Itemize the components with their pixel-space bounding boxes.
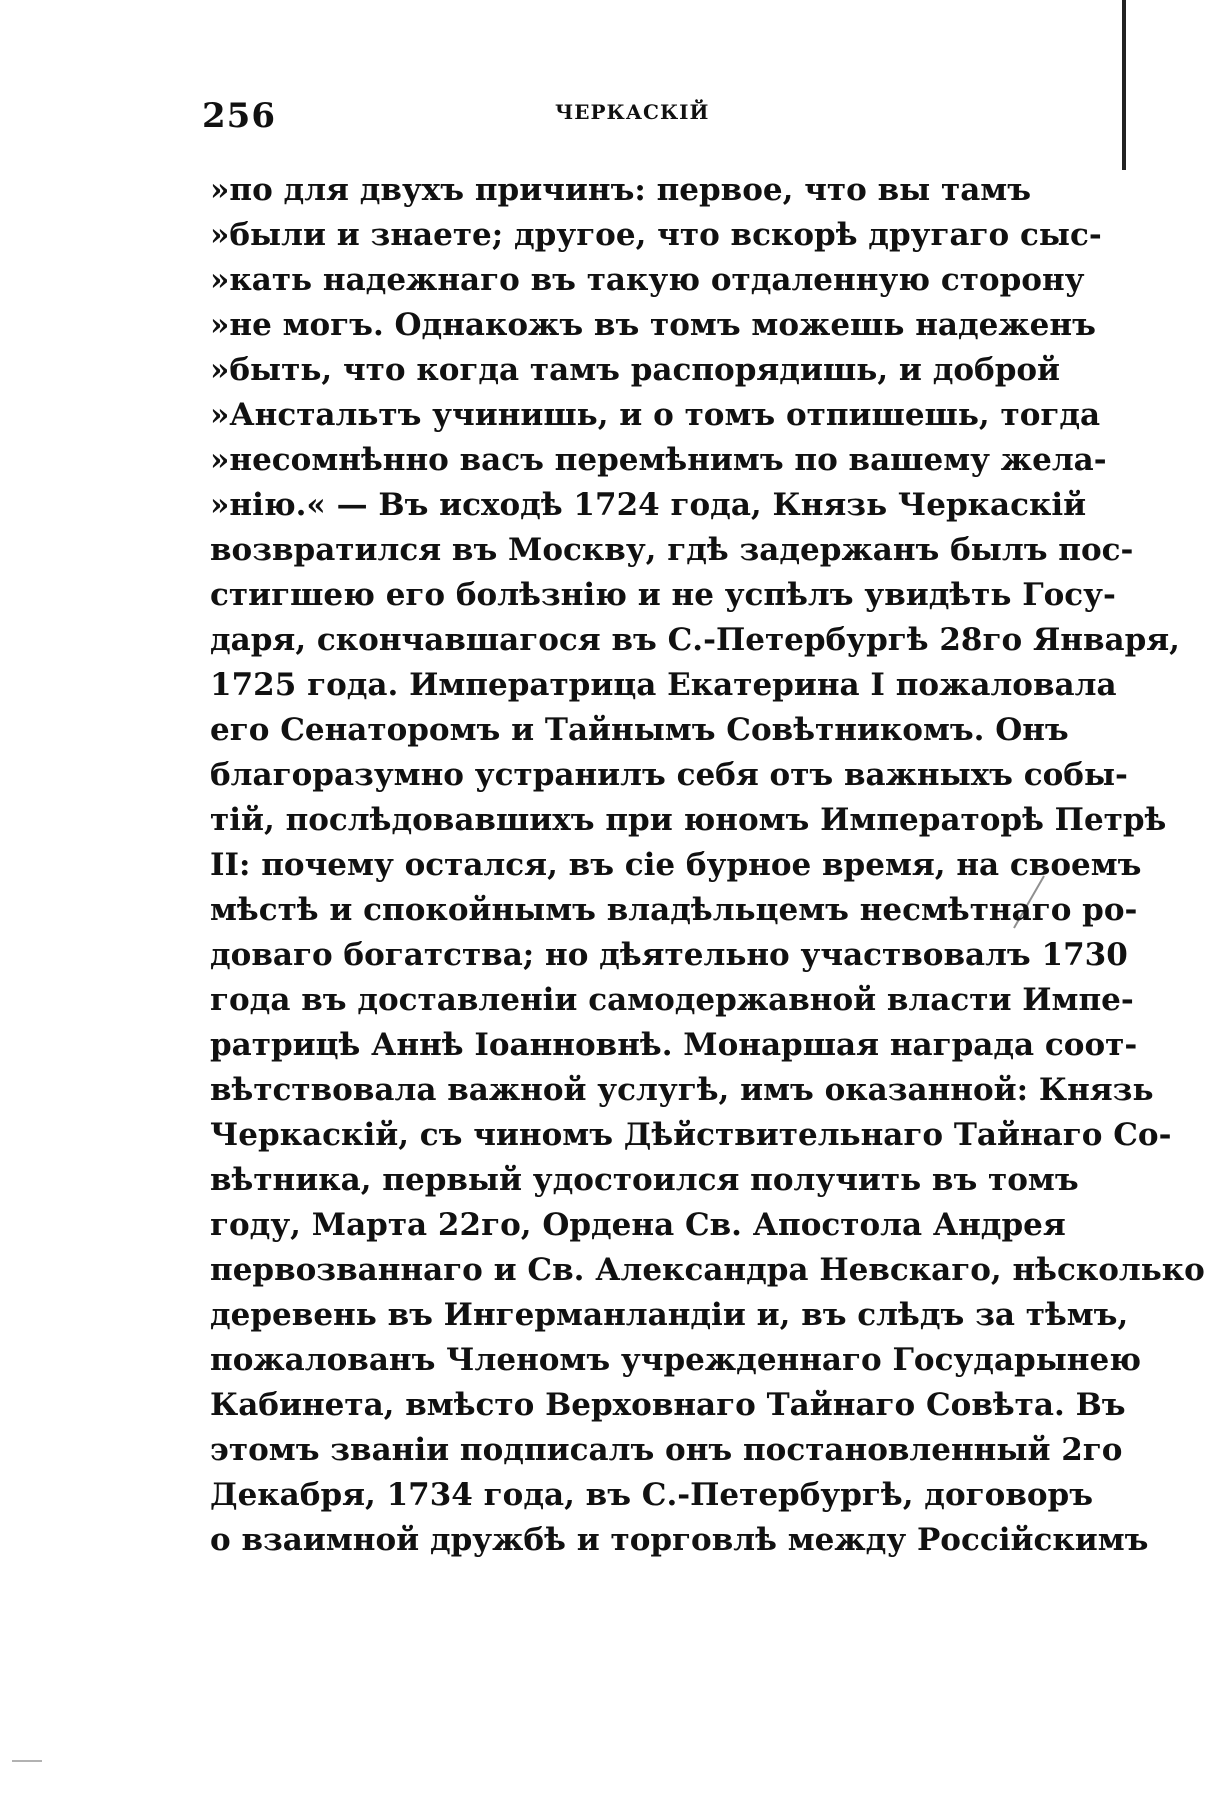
text-line: благоразумно устранилъ себя отъ важныхъ собы-	[210, 757, 1128, 793]
text-line: возвратился въ Москву, гдѣ задержанъ былъ пос-	[210, 532, 1134, 568]
text-line: этомъ званіи подписалъ онъ постановленный 2го	[210, 1432, 1123, 1468]
body-text	[210, 168, 1205, 1563]
text-line: Кабинета, вмѣсто Верховнаго Тайнаго Совѣта. Въ	[210, 1387, 1126, 1423]
text-line: года въ доставленіи самодержавной власти Импе-	[210, 982, 1134, 1018]
text-line: »Анстальтъ учинишь, и о томъ отпишешь, тогда	[210, 397, 1101, 433]
text-line: Черкаскій, съ чиномъ Дѣйствительнаго Тайнаго Со-	[210, 1117, 1172, 1153]
page-number: 256	[202, 96, 276, 136]
text-line: тій, послѣдовавшихъ при юномъ Императорѣ Петрѣ	[210, 802, 1167, 838]
text-line: 1725 года. Императрица Екатерина I пожаловала	[210, 667, 1117, 703]
text-line: »несомнѣнно васъ перемѣнимъ по вашему жела-	[210, 442, 1107, 478]
text-line: даря, скончавшагося въ С.-Петербургѣ 28го Января,	[210, 622, 1180, 658]
binding-edge-rule	[1122, 0, 1126, 170]
text-line: ратрицѣ Аннѣ Іоанновнѣ. Монаршая награда соот-	[210, 1027, 1138, 1063]
text-line: первозваннаго и Св. Александра Невскаго, нѣсколько	[210, 1252, 1205, 1288]
text-line: доваго богатства; но дѣятельно участвовалъ 1730	[210, 937, 1128, 973]
text-line: пожалованъ Членомъ учрежденнаго Государынею	[210, 1342, 1141, 1378]
text-line: его Сенаторомъ и Тайнымъ Совѣтникомъ. Онъ	[210, 712, 1069, 748]
text-line: вѣтника, первый удостоился получить въ томъ	[210, 1162, 1079, 1198]
text-line: »не могъ. Однакожъ въ томъ можешь надеженъ	[210, 307, 1096, 343]
text-line: »по для двухъ причинъ: первое, что вы тамъ	[210, 172, 1031, 208]
text-line: мѣстѣ и спокойнымъ владѣльцемъ несмѣтнаго ро-	[210, 892, 1138, 928]
text-line: Декабря, 1734 года, въ С.-Петербургѣ, договоръ	[210, 1477, 1093, 1513]
scan-artifact-mark	[12, 1760, 42, 1762]
text-line: »быть, что когда тамъ распорядишь, и доброй	[210, 352, 1061, 388]
text-line: о взаимной дружбѣ и торговлѣ между Россійскимъ	[210, 1522, 1149, 1558]
text-line: »нію.« — Въ исходѣ 1724 года, Князь Черкаскій	[210, 487, 1087, 523]
text-line: стигшею его болѣзнію и не успѣлъ увидѣть Госу-	[210, 577, 1116, 613]
text-line: II: почему остался, въ сіе бурное время, на своемъ	[210, 847, 1142, 883]
text-line: »кать надежнаго въ такую отдаленную сторону	[210, 262, 1085, 298]
text-line: деревень въ Ингерманландіи и, въ слѣдъ за тѣмъ,	[210, 1297, 1129, 1333]
text-line: вѣтствовала важной услугѣ, имъ оказанной: Князь	[210, 1072, 1154, 1108]
text-line: году, Марта 22го, Ордена Св. Апостола Андрея	[210, 1207, 1066, 1243]
text-line: »были и знаете; другое, что вскорѣ другаго сыс-	[210, 217, 1102, 253]
running-head: ЧЕРКАСКІЙ	[555, 100, 710, 124]
